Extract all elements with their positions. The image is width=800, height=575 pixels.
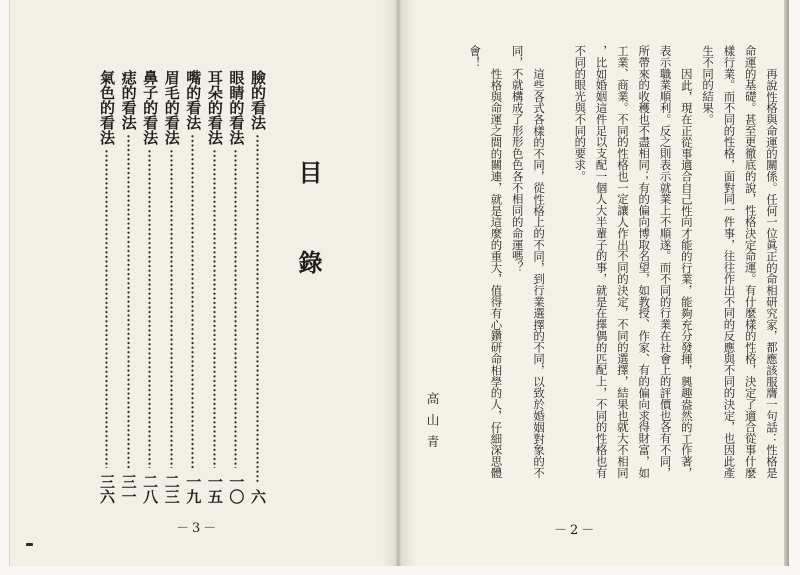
toc-entry-label: 氣色的看法	[98, 70, 116, 145]
text-column: 所帶來的收穫也不盡相同；有的偏向博取名望，如教授、作家、有的偏向求得財富，如	[637, 45, 652, 479]
toc-entry	[141, 70, 160, 504]
toc-entry-label: 臉的看法	[248, 70, 267, 130]
toc-entry	[184, 70, 203, 504]
toc-entry-page: 三一	[119, 474, 138, 504]
toc-entry-page: 三六	[98, 474, 116, 504]
toc-entry-label: 眉毛的看法	[162, 70, 181, 145]
toc-dot-leader	[250, 134, 265, 483]
text-column: 會！	[468, 45, 483, 68]
text-column: 不同的眼光與不同的要求。	[573, 45, 588, 182]
text-column: 生不同的結果。	[701, 45, 716, 125]
toc-entry-page: 一〇	[227, 474, 246, 504]
toc-entry-label: 痣的看法	[119, 70, 138, 130]
toc-dot-leader	[207, 149, 222, 468]
toc-entry-label: 鼻子的看法	[141, 70, 160, 145]
text-column: 表示職業順利。反之則表示就業上不順遂。而不同的行業在社會上的評價也各有不同，	[658, 45, 673, 479]
toc-dot-leader	[142, 149, 157, 468]
toc-entry-page: 一五	[205, 474, 224, 504]
text-column: 樣行業。而不同的性格，面對同一件事，往往作出不同的反應與不同的決定，也因此產	[722, 45, 737, 479]
page-number-left: －3－	[176, 521, 220, 536]
toc-dot-leader	[228, 149, 243, 468]
toc-entry-label: 耳朵的看法	[205, 70, 224, 145]
toc-entry	[164, 70, 179, 504]
toc-entry	[250, 70, 265, 504]
toc-dot-leader	[164, 149, 179, 468]
toc-entry-page: 一九	[184, 474, 203, 504]
toc-dot-leader	[99, 149, 114, 468]
text-column: 同，不就構成了形形色色各不相同的命運嗎？	[510, 45, 525, 273]
toc-title: 目錄	[294, 160, 323, 340]
text-column: 命運的基礎。甚至更徹底的說，性格決定命運。有什麼樣的性格，決定了適合從事什麼	[743, 45, 758, 479]
text-column: 性格與命運之間的關連，就是這麼的重大，值得有心鑽研命相學的人，仔細深思體	[489, 67, 504, 479]
text-column: 工業、商業。不同的性格也一定讓人作出不同的決定，不同的選擇，結果也就大不相同	[615, 45, 630, 479]
toc-entry	[99, 70, 114, 504]
toc-dot-leader	[185, 134, 200, 468]
text-column: 因此，現在正從事適合自己性向才能的行業，能夠充分發揮，興趣盎然的工作著，	[679, 67, 694, 479]
text-column: 再說性格與命運的關係。任何一位眞正的命相研究家，都應該服膺一句話：性格是	[765, 67, 779, 479]
text-column: ，比如婚姻這件足以支配一個人大半輩子的事，就是在擇偶的匹配上，不同的性格也有	[594, 45, 609, 479]
toc-entry	[227, 70, 246, 504]
toc-entry	[207, 70, 222, 504]
toc-entry-label: 嘴的看法	[184, 70, 203, 130]
preface-text	[464, 45, 782, 485]
toc-entry-page: 二八	[141, 474, 160, 504]
scan-mark	[26, 543, 33, 546]
toc-entry	[121, 70, 136, 504]
toc-entry-label: 眼睛的看法	[227, 70, 246, 145]
book-gutter	[382, 0, 416, 566]
page-number-right: －2－	[554, 523, 598, 538]
toc-entry-page: 二三	[162, 474, 181, 504]
text-column: 這些各式各樣的不同，從性格上的不同，到行業選擇的不同，以致於婚姻對象的不	[532, 67, 547, 479]
toc-list	[99, 70, 265, 504]
author-signature: 高山青	[425, 392, 440, 457]
toc-dot-leader	[121, 134, 136, 468]
page-edge-shadow	[784, 0, 789, 566]
toc-entry-page: 六	[248, 489, 267, 504]
